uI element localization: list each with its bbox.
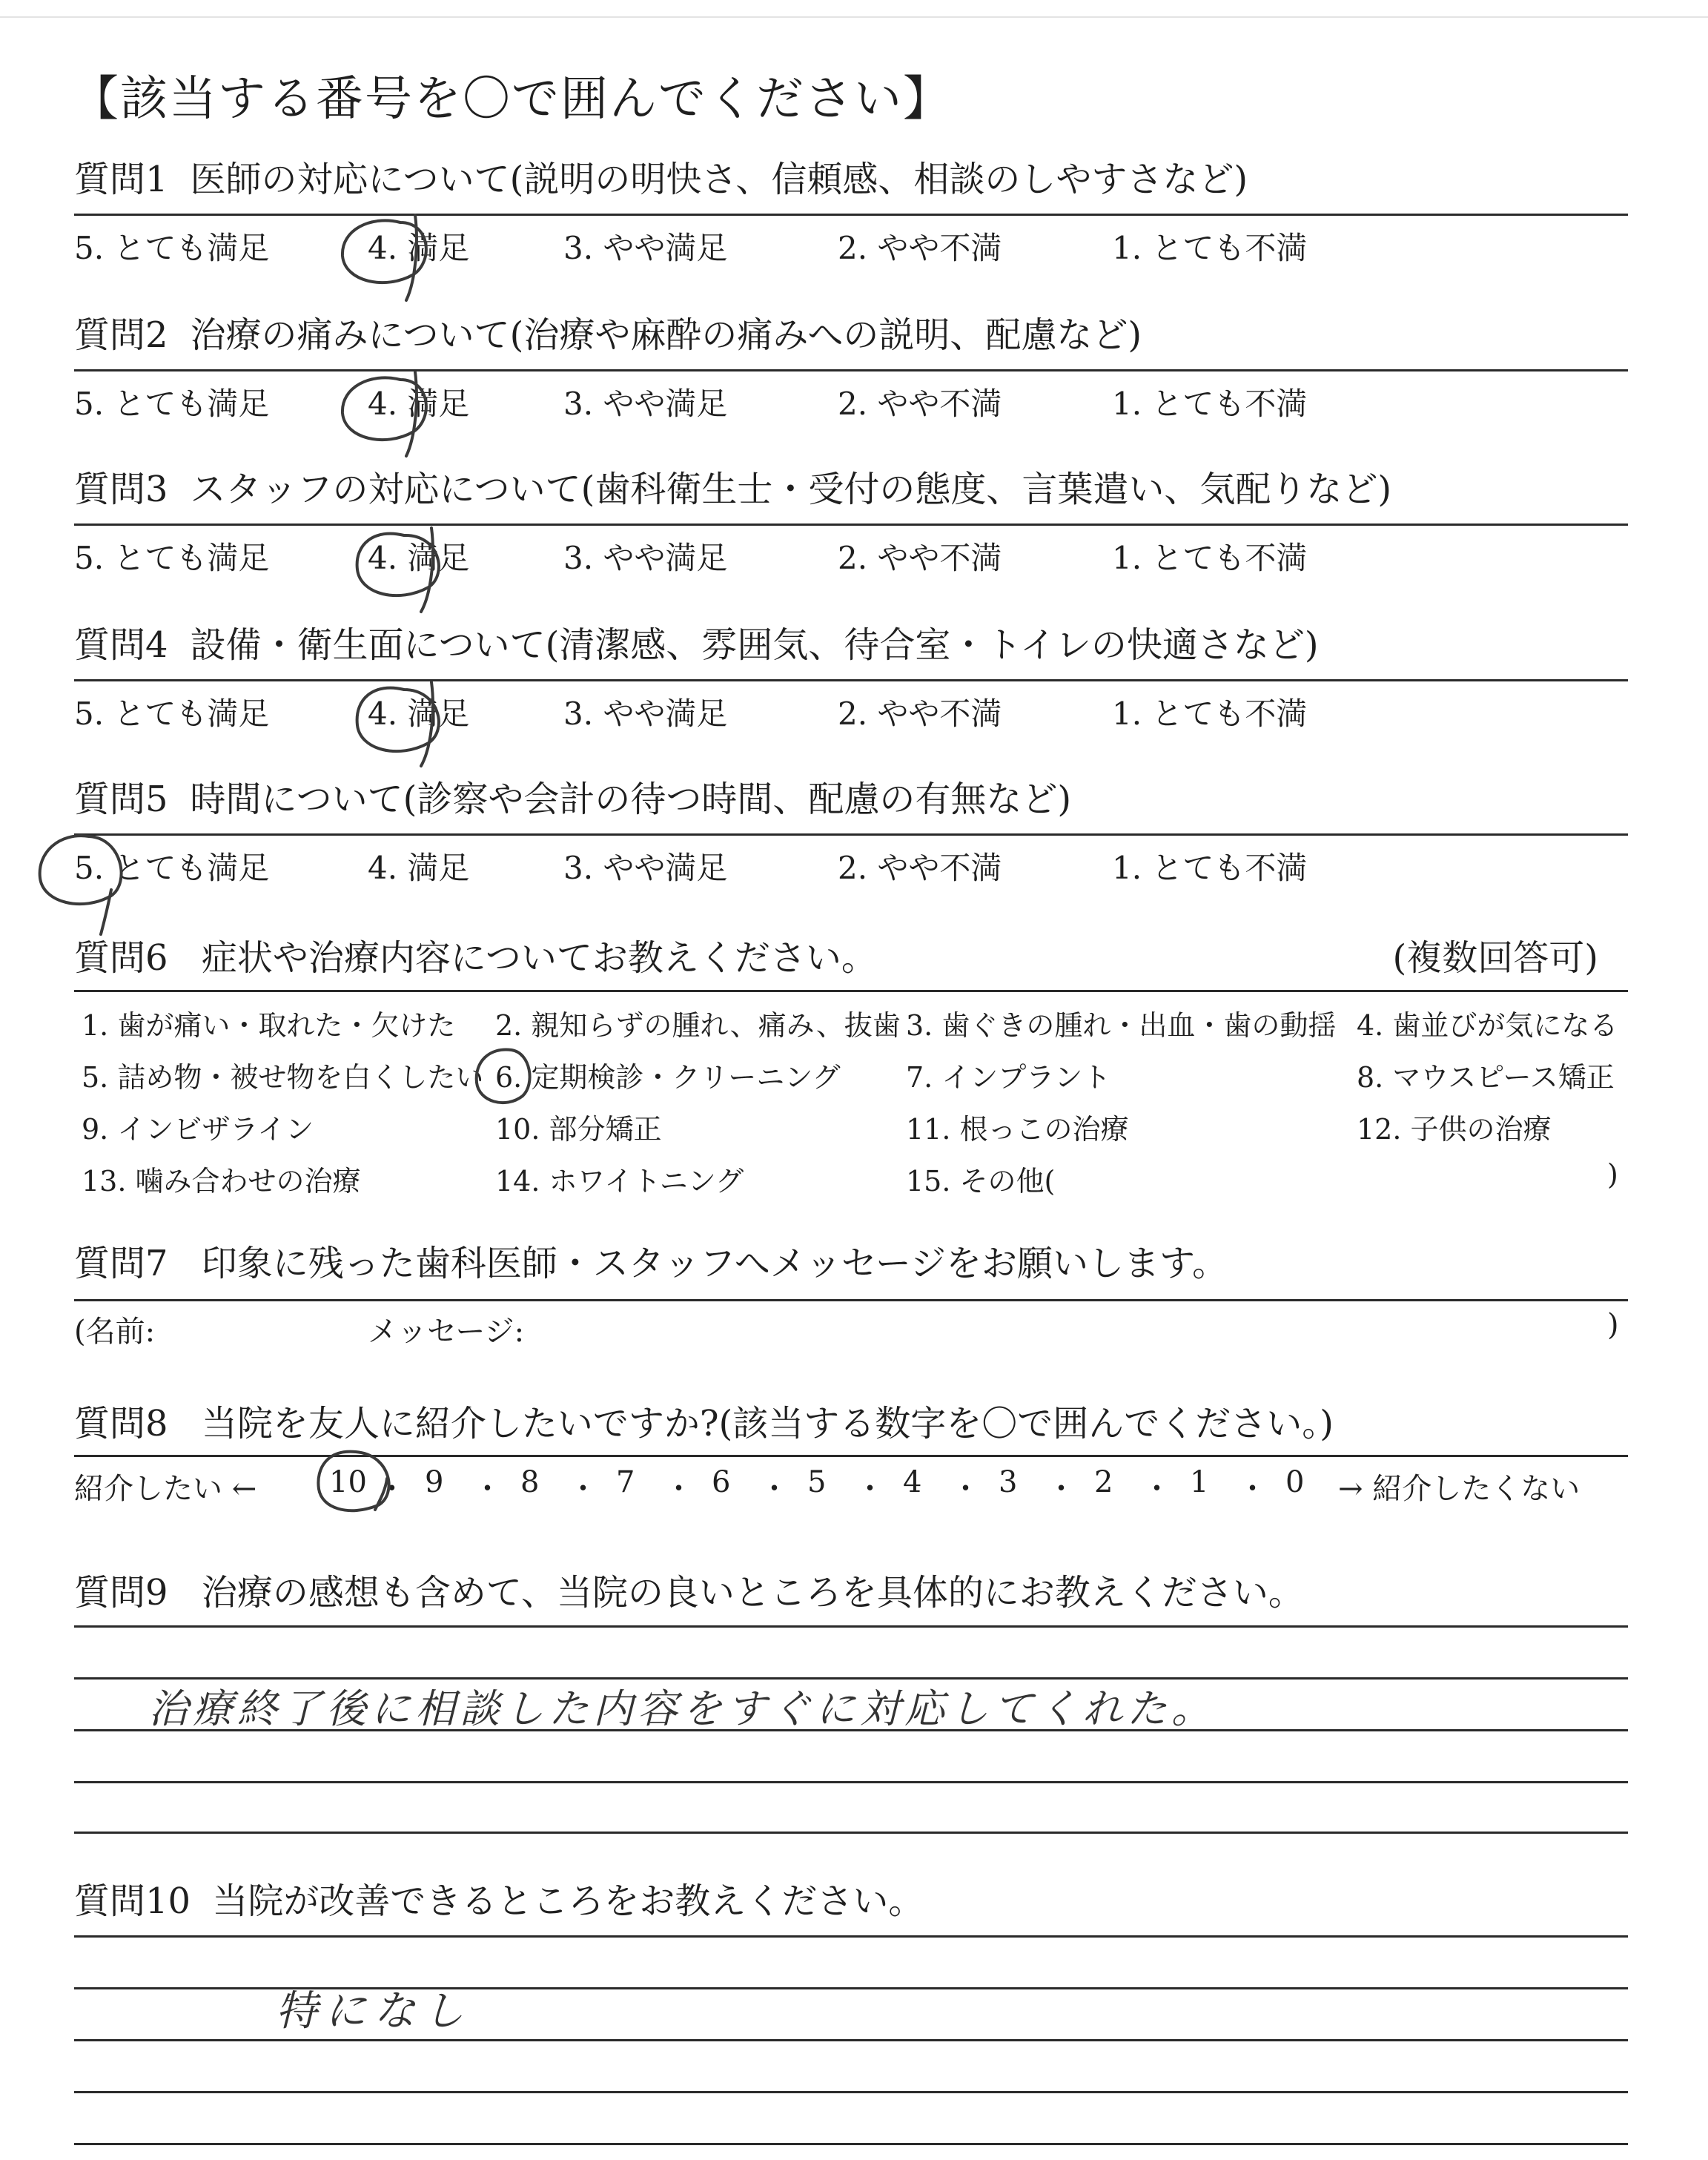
handwritten-answer-q10: 特になし	[276, 1987, 471, 2035]
question-5	[74, 779, 1628, 820]
scale-value[interactable]: 9	[425, 1465, 444, 1499]
question-label: 質問1	[74, 159, 168, 200]
answer-line	[74, 2091, 1628, 2093]
question-8	[74, 1403, 1628, 1444]
divider-rule	[74, 833, 1628, 836]
symptom-option[interactable]: 3. 歯ぐきの腫れ・出血・歯の動揺	[906, 1009, 1337, 1042]
question-text: 治療の痛みについて(治療や麻酔の痛みへの説明、配慮など)	[190, 314, 1142, 356]
divider-rule	[74, 990, 1628, 992]
symptom-option[interactable]: 7. インプラント	[906, 1061, 1111, 1094]
scale-value[interactable]: 10	[329, 1465, 367, 1499]
question-10	[74, 1880, 1628, 1922]
symptom-option[interactable]: 8. マウスピース矯正	[1357, 1061, 1615, 1094]
question-label: 質問10	[74, 1880, 191, 1922]
scale-value[interactable]: 1	[1190, 1465, 1209, 1499]
question-label: 質問4	[74, 624, 168, 666]
question-7	[74, 1243, 1628, 1284]
answer-line	[74, 1781, 1628, 1783]
scale-value[interactable]: 7	[616, 1465, 635, 1499]
option-2[interactable]: 2. やや不満	[838, 696, 1002, 732]
option-1[interactable]: 1. とても不満	[1112, 230, 1308, 266]
symptom-option[interactable]: 1. 歯が痛い・取れた・欠けた	[82, 1009, 456, 1042]
question-text: スタッフの対応について(歯科衛生士・受付の態度、言葉遣い、気配りなど)	[190, 469, 1392, 510]
satisfaction-options	[74, 380, 1628, 424]
symptom-option[interactable]: 5. 詰め物・被せ物を白くしたい	[82, 1061, 484, 1094]
divider-rule	[74, 214, 1628, 216]
name-label: (名前:	[74, 1315, 156, 1349]
option-2[interactable]: 2. やや不満	[838, 850, 1002, 886]
option-1[interactable]: 1. とても不満	[1112, 386, 1308, 422]
question-text: 当院が改善できるところをお教えください。	[212, 1880, 924, 1922]
question-text: 症状や治療内容についてお教えください。	[201, 937, 877, 979]
scale-separator: ・	[950, 1472, 981, 1506]
option-5[interactable]: 5. とても満足	[74, 386, 270, 422]
satisfaction-options	[74, 690, 1628, 734]
option-4[interactable]: 4. 満足	[368, 230, 470, 266]
divider-rule	[74, 1935, 1628, 1938]
scale-right-label: → 紹介したくない	[1338, 1472, 1580, 1506]
question-label: 質問8	[74, 1403, 168, 1444]
question-2	[74, 314, 1628, 356]
symptom-option[interactable]: 6. 定期検診・クリーニング	[495, 1061, 841, 1094]
divider-rule	[74, 1625, 1628, 1628]
symptom-option[interactable]: 15. その他(	[906, 1165, 1056, 1198]
answer-line	[74, 2143, 1628, 2145]
scale-value[interactable]: 3	[999, 1465, 1018, 1499]
question-6	[74, 937, 1628, 979]
scale-separator: ・	[1142, 1472, 1172, 1506]
page-title: 【該当する番号を〇で囲んでください】	[71, 72, 952, 127]
divider-rule	[74, 679, 1628, 681]
question-label: 質問7	[74, 1243, 168, 1284]
question-label: 質問6	[74, 937, 168, 979]
symptom-option[interactable]: 13. 噛み合わせの治療	[82, 1165, 361, 1198]
question-text: 印象に残った歯科医師・スタッフへメッセージをお願いします。	[201, 1243, 1228, 1284]
message-label: メッセージ:	[368, 1315, 525, 1349]
scale-separator: ・	[1046, 1472, 1076, 1506]
question-label: 質問2	[74, 314, 168, 356]
option-1[interactable]: 1. とても不満	[1112, 696, 1308, 732]
symptom-option[interactable]: 2. 親知らずの腫れ、痛み、抜歯	[495, 1009, 901, 1042]
divider-rule	[74, 369, 1628, 371]
scale-value[interactable]: 8	[520, 1465, 540, 1499]
option-3[interactable]: 3. やや満足	[563, 386, 728, 422]
scale-value[interactable]: 0	[1285, 1465, 1305, 1499]
scale-separator: ・	[759, 1472, 790, 1506]
scale-value[interactable]: 4	[903, 1465, 922, 1499]
option-5[interactable]: 5. とても満足	[74, 230, 270, 266]
question-label: 質問5	[74, 779, 168, 820]
question-1	[74, 159, 1628, 200]
scale-separator: ・	[472, 1472, 503, 1506]
question-4	[74, 624, 1628, 666]
answer-line	[74, 1832, 1628, 1834]
scale-separator: ・	[377, 1472, 407, 1506]
symptom-option[interactable]: )	[1607, 1158, 1618, 1191]
symptom-option[interactable]: 11. 根っこの治療	[906, 1113, 1129, 1146]
option-4[interactable]: 4. 満足	[368, 540, 470, 576]
scale-separator: ・	[568, 1472, 598, 1506]
option-2[interactable]: 2. やや不満	[838, 230, 1002, 266]
question-3	[74, 469, 1628, 510]
question-label: 質問9	[74, 1572, 168, 1614]
scan-top-edge	[0, 16, 1708, 18]
satisfaction-options	[74, 224, 1628, 268]
option-2[interactable]: 2. やや不満	[838, 386, 1002, 422]
option-1[interactable]: 1. とても不満	[1112, 850, 1308, 886]
scale-separator: ・	[855, 1472, 885, 1506]
option-3[interactable]: 3. やや満足	[563, 850, 728, 886]
option-5[interactable]: 5. とても満足	[74, 696, 270, 732]
symptom-option[interactable]: 4. 歯並びが気になる	[1357, 1009, 1618, 1042]
question-text: 治療の感想も含めて、当院の良いところを具体的にお教えください。	[201, 1572, 1304, 1614]
scale-value[interactable]: 5	[807, 1465, 827, 1499]
option-5[interactable]: 5. とても満足	[74, 540, 270, 576]
question-text: 当院を友人に紹介したいですか?(該当する数字を〇で囲んでください。)	[201, 1403, 1334, 1444]
symptom-option[interactable]: 9. インビザライン	[82, 1113, 314, 1146]
scale-separator: ・	[663, 1472, 694, 1506]
option-4[interactable]: 4. 満足	[368, 696, 470, 732]
option-4[interactable]: 4. 満足	[368, 850, 470, 886]
scale-value[interactable]: 6	[712, 1465, 731, 1499]
question-text: 設備・衛生面について(清潔感、雰囲気、待合室・トイレの快適さなど)	[190, 624, 1319, 666]
question-label: 質問3	[74, 469, 168, 510]
divider-rule	[74, 1455, 1628, 1457]
scale-separator: ・	[1237, 1472, 1268, 1506]
option-4[interactable]: 4. 満足	[368, 386, 470, 422]
message-close-paren: )	[1607, 1308, 1619, 1342]
recommend-scale	[74, 1465, 1628, 1507]
option-1[interactable]: 1. とても不満	[1112, 540, 1308, 576]
answer-line	[74, 2039, 1628, 2041]
question-text: 医師の対応について(説明の明快さ、信頼感、相談のしやすさなど)	[190, 159, 1248, 200]
scale-value[interactable]: 2	[1094, 1465, 1113, 1499]
divider-rule	[74, 1299, 1628, 1301]
handwritten-answer-q9: 治療終了後に相談した内容をすぐに対応してくれた。	[148, 1685, 1216, 1732]
option-2[interactable]: 2. やや不満	[838, 540, 1002, 576]
multiple-answers-note: (複数回答可)	[1392, 937, 1598, 979]
symptom-option[interactable]: 12. 子供の治療	[1357, 1113, 1552, 1146]
question-text: 時間について(診察や会計の待つ時間、配慮の有無など)	[190, 779, 1072, 820]
option-3[interactable]: 3. やや満足	[563, 696, 728, 732]
option-5[interactable]: 5. とても満足	[74, 850, 270, 886]
satisfaction-options	[74, 534, 1628, 578]
symptom-option[interactable]: 14. ホワイトニング	[495, 1165, 744, 1198]
satisfaction-options	[74, 844, 1628, 888]
divider-rule	[74, 524, 1628, 526]
option-3[interactable]: 3. やや満足	[563, 540, 728, 576]
question-9	[74, 1572, 1628, 1614]
symptom-option[interactable]: 10. 部分矯正	[495, 1113, 662, 1146]
option-3[interactable]: 3. やや満足	[563, 230, 728, 266]
scale-left-label: 紹介したい ←	[74, 1472, 257, 1506]
